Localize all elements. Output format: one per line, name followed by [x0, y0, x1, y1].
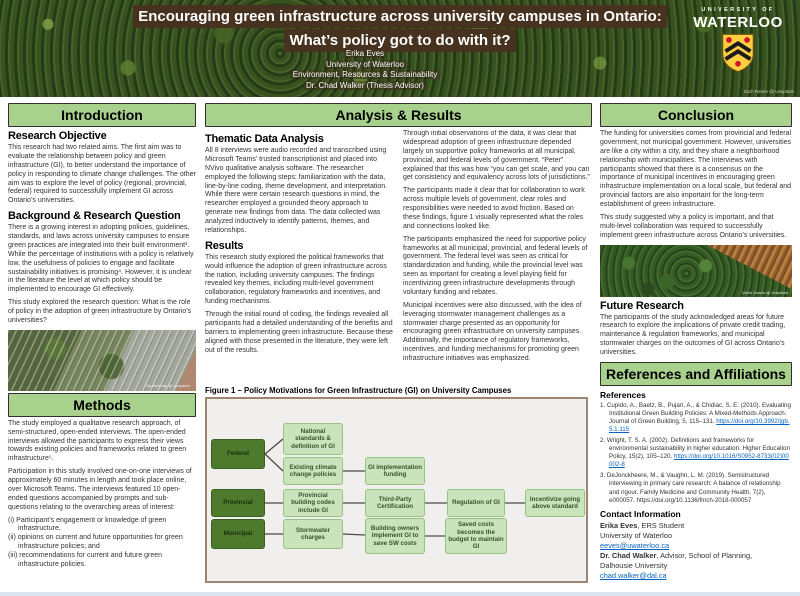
section-header-introduction: Introduction [8, 103, 196, 127]
poster-title [0, 5, 800, 53]
reference-2-number: 2. [600, 437, 606, 445]
waterloo-logo-wordmark: WATERLOO [693, 14, 783, 31]
results-frameworks-text: The participants emphasized the need for supportive policy frameworks at all municipal, provincial, and federal levels of government. The federal level was seen as critical for standardization and funding, while the provincial level was seen as important for creating a level playing field for incentivizing green infrastructure developments through voluntary funding and rebates. [403, 235, 588, 296]
author-advisor: Dr. Chad Walker (Thesis Advisor) [0, 81, 730, 92]
contact-email-1-link[interactable]: eeves@uwaterloo.ca [600, 540, 670, 550]
background-text-1: There is a growing interest in adopting policies, guidelines, standards, and laws across university campuses to ensure green practices are integrated into their built environment³. While the percentage of institutions with a policy is relatively low, the usefulness of policies to engage and facilitate sustainability initiatives is promising⁴. However, it is unclear in the literature the level at which policy should be implemented to encourage GI effectively. [8, 224, 194, 294]
reference-3-doi-text: https://doi.org/10.1136/fmch-2018-000057 [636, 496, 752, 504]
results-collaboration-text: The participants made it clear that for collaboration to work across multiple levels of government, clear roles and responsibilities were needed to avoid friction. Based on these findings, figure 1 visually represented what the roles and connections looked like. [403, 187, 585, 230]
conclusion-text-1: The funding for universities comes from provincial and federal government, not municipal government. However, universities are like a city within a city, and they share a neighborhood relationship with municipalities. The interviews with participants showed that there is a consensus on the importance of municipal incentives in encouraging green infrastructure implementation on a local scale, but federal and provincial factors are also important for the long-term establishment of green infrastructure. [600, 130, 792, 208]
bottom-edge-strip [0, 592, 800, 596]
results-text-2: Through the initial round of coding, the findings revealed all participants had a detailed understanding of the benefits and barriers to implementing green infrastructure. Because these aligned with those presented in the literature, they were left out of the results. [205, 311, 393, 354]
figure-node-gi-funding: GI implementation funding [365, 457, 425, 485]
section-header-conclusion: Conclusion [600, 103, 792, 127]
reference-3-text: DeJonckheere, M., & Vaughn, L. M. (2019). Semistructured interviewing in primary care research: A balance of relationship and rigour. Family Medicine and Community Health, 7(2), e000057. [606, 472, 781, 504]
author-department: Environment, Resources & Sustainability [0, 70, 730, 81]
section-header-references: References and Affiliations [600, 362, 792, 386]
contact-org-1: University of Waterloo [600, 530, 673, 540]
future-research-text: The participants of the study acknowledged areas for future research to explore the implications of private credit trading, maintenance & regulation frameworks, and municipal stormwater charges on the outcomes of GI across Ontario’s universities. [600, 313, 786, 356]
figure-node-provincial: Provincial [211, 489, 265, 517]
contact-email-2-link[interactable]: chad.walker@dal.ca [600, 570, 667, 580]
reference-2-text: Wright, T. S. A. (2002). Definitions and frameworks for environmental sustainability in higher education. Higher Education Policy, 15(2), 105–120. [606, 437, 790, 461]
figure-node-incentivize: Incentivize going above standard [525, 489, 585, 517]
reference-1-text: Cupido, A., Baetz, B., Pujari, A., & Chidiac, S. E. (2010). Evaluating Institutional Green Building Policies: A Mixed-Methods Approach. Journal of Green Building, 5, 115–131. [606, 401, 791, 425]
reference-2 [600, 437, 792, 469]
contact-org-2: Dalhousie University [600, 560, 668, 570]
waterloo-shield-icon [721, 33, 755, 73]
section-header-methods: Methods [8, 393, 196, 417]
references-heading: References [600, 389, 646, 400]
reference-2-doi-link[interactable]: https://doi.org/10.1016/S0952-8733(02)00002-8 [609, 453, 789, 469]
living-wall-photo [600, 245, 792, 297]
reference-3 [600, 472, 792, 504]
results-observations-text: Through initial observations of the data, it was clear that widespread adoption of green infrastructure depended largely on supportive policy frameworks at all municipal, provincial, and federal levels of government. “Peter” explained that this was how “you can get scale, and you can get consistency and equivalency across lots of jurisdictions.” [403, 130, 590, 182]
green-roof-building-photo [8, 330, 196, 391]
poster-title-line1: Encouraging green infrastructure across university campuses in Ontario: [133, 5, 666, 28]
hero-banner [0, 0, 800, 97]
section-header-analysis-results: Analysis & Results [205, 103, 592, 127]
background-heading: Background & Research Question [8, 210, 181, 223]
byline [0, 49, 730, 91]
waterloo-logo-top-text: UNIVERSITY OF [701, 7, 775, 13]
analysis-text-columns [205, 130, 592, 384]
right-column [600, 103, 792, 591]
building-photo-credit: Chuttersnap @ Unsplash [145, 382, 190, 388]
waterloo-logo [690, 7, 786, 78]
left-column [8, 103, 196, 589]
figure-1-diagram [205, 397, 588, 583]
contact-heading: Contact Information [600, 508, 681, 519]
figure-1-caption: Figure 1 – Policy Motivations for Green Infrastructure (GI) on University Campuses [205, 386, 512, 395]
reference-3-number: 3. [600, 472, 606, 480]
poster-title-line2: What’s policy got to do with it? [284, 29, 515, 52]
analysis-subcolumn-left [205, 130, 394, 384]
thematic-analysis-heading: Thematic Data Analysis [205, 133, 324, 145]
contact-role-1: , ERS Student [637, 520, 685, 530]
methods-list-item-3: (iii) recommendations for current and future green infrastructure policies. [8, 552, 163, 568]
contact-name-2-bold: Dr. Chad Walker [600, 550, 657, 560]
figure-node-climate-policies: Existing climate change policies [283, 457, 343, 485]
future-research-heading: Future Research [600, 299, 684, 312]
hero-photo-credit: Zach Reiner @ Unsplash [743, 89, 794, 94]
contact-name-1-bold: Erika Eves [600, 520, 638, 530]
reference-1-doi-link[interactable]: https://doi.org/10.3992/jgb.5.1.115 [609, 418, 790, 434]
conclusion-text-2: This study suggested why a policy is important, and that multi-level collaboration was required to successfully implement green infrastructure across Ontario’s universities. [600, 213, 787, 239]
figure-node-building-owners: Building owners implement GI to save SW costs [365, 518, 425, 554]
figure-node-stormwater-charges: Stormwater charges [283, 519, 343, 549]
figure-node-federal: Federal [211, 439, 265, 469]
reference-1 [600, 402, 792, 434]
wall-photo-credit: Victor Garcia @ Unsplash [741, 289, 788, 295]
reference-1-number: 1. [600, 401, 606, 409]
figure-node-national-standards: National standards & definition of GI [283, 423, 343, 455]
research-objective-text: This research had two related aims. The first aim was to evaluate the relationship between policy and green infrastructure (GI), to better understand the importance of policy in responding to climate change challenges. The other aim was to explore the level of policy (regional, provincial, federal) required to successfully implement GI across Ontario’s universities. [8, 144, 196, 205]
thematic-analysis-text: All 8 interviews were audio recorded and transcribed using Microsoft Teams’ trusted transcriptionist and placed into NVivo qualitative analysis software. The researcher employed the following steps: familiarization with the data, line-by-line coding, theme development, and interpretation. While there were certain research questions in mind, the researcher employed a grounded theory approach to generate new findings from data. The data collected was analyzed inductively to identify patterns, themes, and relationships. [205, 147, 388, 234]
contact-name-1 [600, 521, 792, 531]
research-objective-heading: Research Objective [8, 130, 107, 142]
results-text-1: This research study explored the political frameworks that would influence the adoption of green infrastructure across the nation, including university campuses. The findings revealed key themes, including multi-level government collaboration, regulatory frameworks and incentives, and funding mechanisms. [205, 253, 387, 306]
contact-name-2 [600, 551, 792, 561]
methods-text-1: The study employed a qualitative research approach, of semi-structured, open-ended interviews. The open-ended interviews allowed the participants to express their views towards existing policies and frameworks related to green infrastructure⁵. [8, 419, 187, 463]
methods-text-2: Participation in this study involved one-on-one interviews of approximately 60 minutes in length and took place online, over Microsoft Teams. The interviews featured 10 open-ended questions accompanied by prompts and sub-questions relating to the overarching areas of interest: [8, 468, 192, 511]
background-text-2: This study explored the research question: What is the role of policy in the adoption of green infrastructure by Ontario’s universities? [8, 299, 192, 324]
figure-node-municipal: Municipal [211, 519, 265, 549]
author-name: Erika Eves [0, 49, 730, 60]
figure-node-regulation: Regulation of GI [447, 489, 505, 517]
figure-node-third-party: Third-Party Certification [365, 489, 425, 517]
figure-node-building-codes: Provincial building codes include GI [283, 489, 343, 517]
author-institution: University of Waterloo [0, 60, 730, 71]
middle-column [205, 103, 592, 589]
analysis-subcolumn-right [403, 130, 592, 384]
figure-node-saved-costs: Saved costs becomes the budget to maintain GI [445, 518, 507, 554]
methods-list-item-1: (i) Participant’s engagement or knowledge of green infrastructure, [8, 516, 167, 533]
results-municipal-text: Municipal incentives were also discussed, with the idea of leveraging stormwater management challenges as a stormwater charge presented as an opportunity for encouraging green infrastructure on university campuses. Additionally, the importance of regulatory frameworks, incentives, and funding mechanisms for promoting green infrastructure initiatives was emphasized. [403, 301, 582, 362]
methods-list-item-2: (ii) opinions on current and future opportunities for green infrastructure policies; and [8, 534, 183, 551]
contact-role-2: , Advisor, School of Planning, [656, 550, 753, 560]
results-heading: Results [205, 239, 244, 252]
